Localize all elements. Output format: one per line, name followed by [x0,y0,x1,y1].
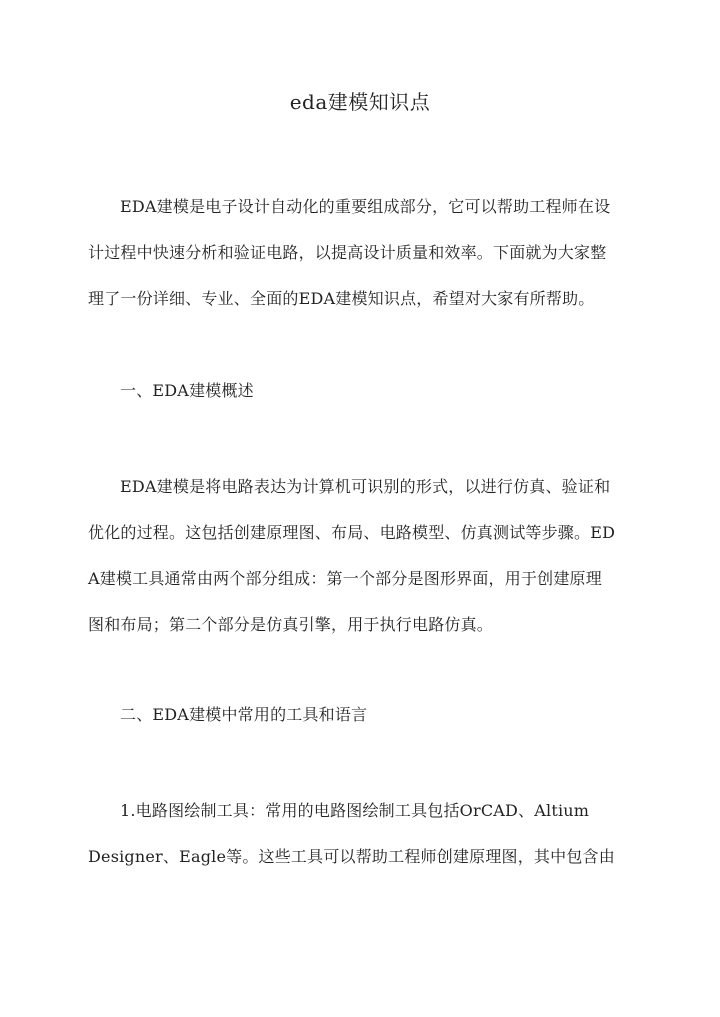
intro-line-2: 计过程中快速分析和验证电路，以提高设计质量和效率。下面就为大家整 [88,243,607,262]
section-1-line-3: A建模工具通常由两个部分组成：第一个部分是图形界面，用于创建原理 [88,569,602,588]
intro-line-3: 理了一份详细、专业、全面的EDA建模知识点，希望对大家有所帮助。 [88,289,595,308]
section-1-line-1: EDA建模是将电路表达为计算机可识别的形式，以进行仿真、验证和 [120,477,611,496]
intro-line-1: EDA建模是电子设计自动化的重要组成部分，它可以帮助工程师在设 [120,197,611,216]
section-1-line-2: 优化的过程。这包括创建原理图、布局、电路模型、仿真测试等步骤。ED [88,523,616,542]
section-1-line-4: 图和布局；第二个部分是仿真引擎，用于执行电路仿真。 [88,615,494,634]
section-1-heading: 一、EDA建模概述 [120,381,254,400]
section-2-item-1-line-1: 1.电路图绘制工具：常用的电路图绘制工具包括OrCAD、Altium [120,801,590,820]
section-2-heading: 二、EDA建模中常用的工具和语言 [120,705,368,724]
section-2-item-1-line-2: Designer、Eagle等。这些工具可以帮助工程师创建原理图，其中包含由 [88,847,615,866]
document-title: eda建模知识点 [289,90,431,114]
